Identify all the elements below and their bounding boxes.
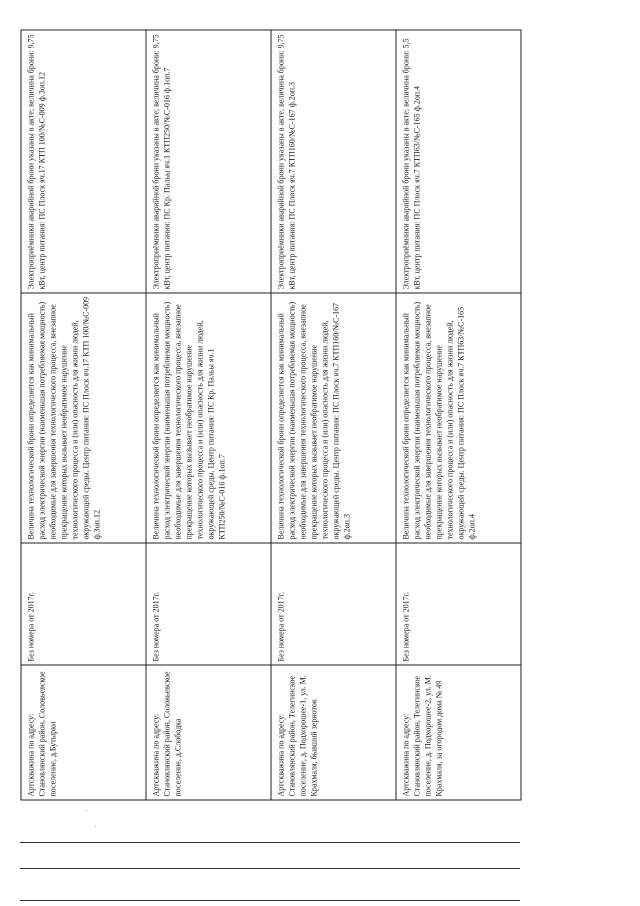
- reserve-value-cell: Электроприёмники аварийной брони указаны в акте; величина брони: 9,75 кВт, центр питания: ПС Кр. Пальы яч.1 КТП250/№С-016 ф.1оп.7: [146, 30, 271, 293]
- description-cell: Величина технологической брони определяется как минимальный расход электрической энергии (наименьшая потребляемая мощность) необходимые для завершения технологического процесса, внезапное прекращение которых вызывает необратимое нарушение технологического процесса и (или) опасность для жизни людей, окружающей среды. Центр питания: ПС Кр. Пальы яч.1 КТП250/№С-016 ф.1оп.7: [146, 293, 271, 543]
- divider-line: [20, 842, 520, 843]
- reserve-value-cell: Электроприёмники аварийной брони указаны в акте; величина брони: 9,75 кВт, центр питания: ПС Плоск яч.7 КТП160/№С-167 ф.2оп.3: [271, 30, 396, 293]
- act-number-cell: Без номера от 2017г.: [396, 543, 521, 665]
- act-number-cell: Без номера от 2017г.: [21, 543, 146, 665]
- reserve-value-cell: Электроприёмники аварийной брони указаны в акте; величина брони: 5,5 кВт, центр питания: ПС Плоск яч.7 КТП63/№С-165 ф.2оп.4: [396, 30, 521, 293]
- emergency-reserve-table: [20, 29, 521, 800]
- act-number-cell: Без номера от 2017г.: [146, 543, 271, 665]
- table-row: [271, 30, 396, 800]
- address-cell: Артскважина по адресу: Становлянский район, Соловьевское поселение, д.Слободка: [146, 665, 271, 800]
- table-row: [396, 30, 521, 800]
- description-cell: Величина технологической брони определяется как минимальный расход электрической энергии (наименьшая потребляемая мощность) необходимые для завершения технологического процесса, внезапное прекращение которых вызывает необратимое нарушение технологического процесса и (или) опасность для жизни людей, окружающей среды. Центр питания: ПС Плоск яч.7 КТП63/№С-165 ф.2оп.4: [396, 293, 521, 543]
- rotated-table-container: [20, 30, 521, 800]
- description-cell: Величина технологической брони определяется как минимальный расход электрической энергии (наименьшая потребляемая мощность) необходимые для завершения технологического процесса, внезапное прекращение которых вызывает необратимое нарушение технологического процесса и (или) опасность для жизни людей, окружающей среды. Центр питания: ПС Плоск яч.17 КТП 100/№С-009 ф.3оп.12: [21, 293, 146, 543]
- address-cell: Артскважина по адресу: Становлянский район, Телегинское поселение, д. Подхорошее-2, ул. М. Крахмаля, за огородом дома № 49: [396, 665, 521, 800]
- description-cell: Величина технологической брони определяется как минимальный расход электрической энергии (наименьшая потребляемая мощность) необходимые для завершения технологического процесса, внезапное прекращение которых вызывает необратимое нарушение технологического процесса и (или) опасность для жизни людей, окружающей среды. Центр питания: ПС Плоск яч.7 КТП160/№С-167 ф.2оп.3: [271, 293, 396, 543]
- scan-speck: [95, 826, 96, 827]
- divider-line: [20, 900, 520, 901]
- address-cell: Артскважина по адресу: Становлянский район, Соловьевское поселение, д.Бутырки: [21, 665, 146, 800]
- table-row: [146, 30, 271, 800]
- divider-line: [20, 868, 520, 869]
- address-cell: Артскважина по адресу: Становлянский район, Телегинское поселение, д. Подхорошее-1, ул. М. Крахмаля, бывший зерноток: [271, 665, 396, 800]
- table-row: [21, 30, 146, 800]
- scan-speck: [86, 810, 87, 811]
- reserve-value-cell: Электроприёмники аварийной брони указаны в акте; величина брони: 9,75 кВт, центр питания: ПС Плоск яч.17 КТП 100/№С-009 ф.3оп.12: [21, 30, 146, 293]
- act-number-cell: Без номера от 2017г.: [271, 543, 396, 665]
